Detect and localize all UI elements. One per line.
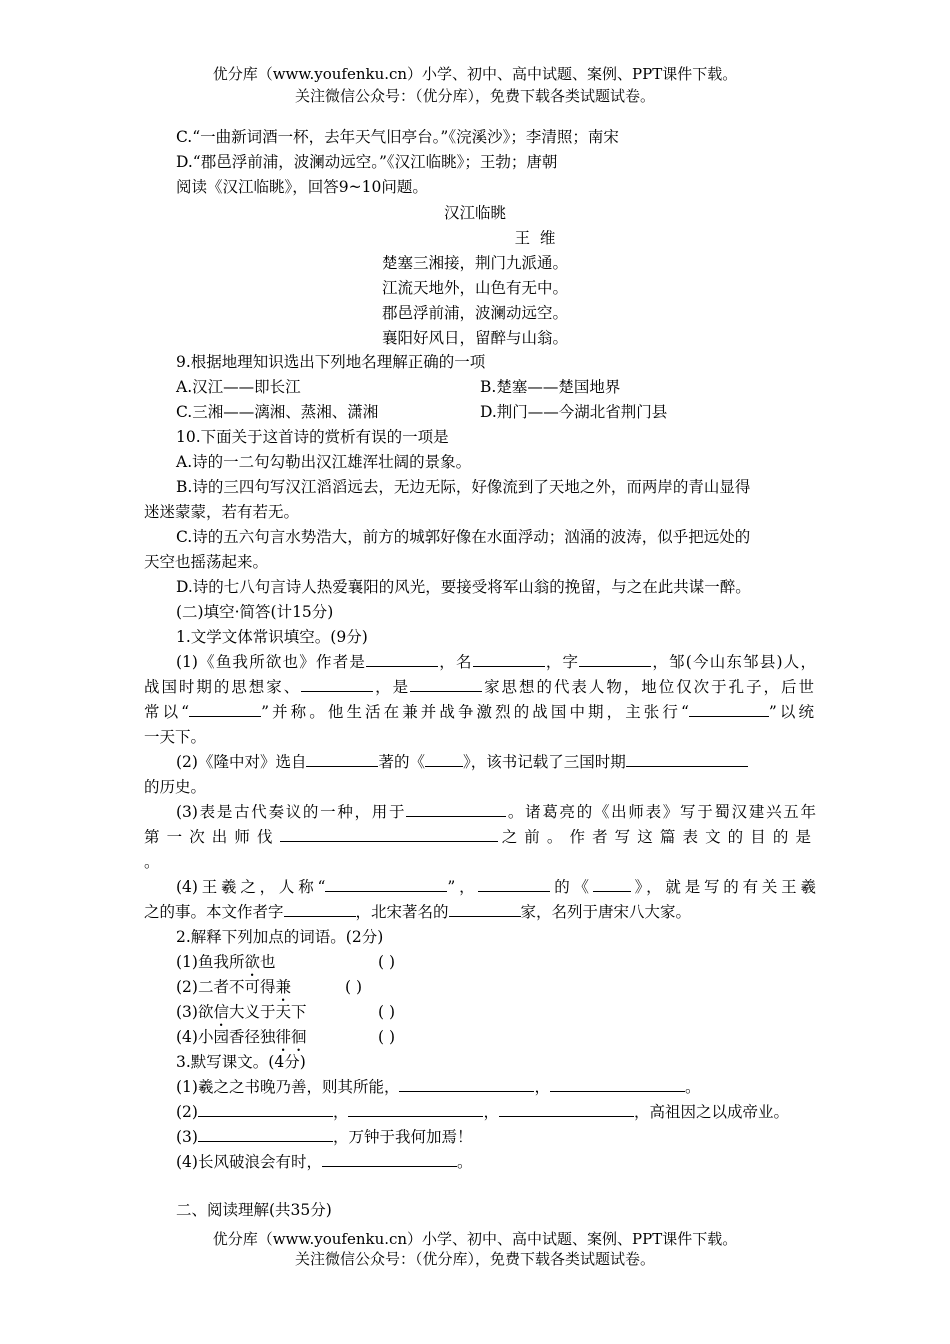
- p1-line-3: 常以“ ”并称。他生活在兼并战争激烈的战国中期，主张行“ ”以统: [144, 700, 814, 724]
- poem-author: 王 维: [514, 229, 556, 247]
- q3-item-2: (2) ， ， ，高祖因之以成帝业。: [176, 1100, 816, 1124]
- blank[interactable]: [198, 1125, 333, 1142]
- answer-paren[interactable]: ( ): [378, 1003, 396, 1021]
- footer-line-2: 关注微信公众号：（优分库），免费下载各类试题试卷。: [294, 1250, 655, 1268]
- blank[interactable]: [550, 1075, 685, 1092]
- q2-item-4: (4)小园香径独徘徊: [176, 1028, 307, 1046]
- q9-option-b: B.楚塞——楚国地界: [480, 378, 621, 396]
- poem-line-2: 江流天地外，山色有无中。: [381, 279, 568, 297]
- blank[interactable]: [284, 900, 356, 917]
- header-line-2: 关注微信公众号：（优分库），免费下载各类试题试卷。: [294, 87, 655, 105]
- poem-line-4: 襄阳好风日，留醉与山翁。: [381, 329, 568, 347]
- q10-option-a: A.诗的一二句勾勒出汉江雄浑壮阔的景象。: [176, 453, 472, 471]
- option-c-prev: C.“一曲新词酒一杯，去年天气旧亭台。”《浣溪沙》；李清照；南宋: [176, 128, 619, 146]
- q9-option-d: D.荆门——今湖北省荆门县: [480, 403, 668, 421]
- q3-title: 3.默写课文。(4分): [176, 1053, 306, 1071]
- blank[interactable]: [473, 650, 545, 667]
- blank[interactable]: [399, 1075, 534, 1092]
- dotted-word: 徘徊: [275, 1028, 307, 1046]
- answer-paren[interactable]: ( ): [378, 1028, 396, 1046]
- q2-item-2: (2)二者不可得兼: [176, 978, 291, 996]
- q10-option-c-line-1: C.诗的五六句言水势浩大，前方的城郭好像在水面浮动；汹涌的波涛，似乎把远处的: [176, 528, 751, 546]
- poem-line-3: 郡邑浮前浦，波澜动远空。: [381, 304, 568, 322]
- blank[interactable]: [280, 825, 498, 842]
- blank[interactable]: [198, 1100, 333, 1117]
- blank[interactable]: [306, 750, 378, 767]
- q1-title: 1.文学文体常识填空。(9分): [176, 628, 368, 646]
- blank[interactable]: [449, 900, 521, 917]
- dotted-word: 欲: [244, 953, 260, 971]
- answer-paren[interactable]: ( ): [378, 953, 396, 971]
- p2-line-2: 的历史。: [144, 778, 207, 796]
- q3-item-4: (4)长风破浪会有时， 。: [176, 1150, 816, 1174]
- q2-item-3: (3)欲信大义于天下: [176, 1003, 307, 1021]
- p3-line-2: 第一次出师伐 之前。作者写这篇表文的目的是: [144, 825, 814, 849]
- answer-paren[interactable]: ( ): [345, 978, 363, 996]
- blank[interactable]: [348, 1100, 483, 1117]
- p4-line-1: (4)王羲之，人称“ ”， 的《 》，就是写的有关王羲: [176, 875, 816, 899]
- blank[interactable]: [593, 875, 631, 892]
- q3-item-3: (3) ，万钟于我何加焉！: [176, 1125, 816, 1149]
- section-2-title: (二)填空·简答(计15分): [176, 603, 334, 621]
- q10-option-b-line-2: 迷迷蒙蒙，若有若无。: [144, 503, 300, 521]
- blank[interactable]: [626, 750, 748, 767]
- blank[interactable]: [579, 650, 651, 667]
- poem-line-1: 楚塞三湘接，荆门九派通。: [381, 254, 568, 272]
- dotted-word: 兼: [275, 978, 291, 996]
- q10-stem: 10.下面关于这首诗的赏析有误的一项是: [176, 428, 449, 446]
- header-line-1: 优分库（www.youfenku.cn）小学、初中、高中试题、案例、PPT课件下载。: [212, 65, 738, 83]
- blank[interactable]: [322, 1150, 457, 1167]
- p1-line-1: (1)《鱼我所欲也》作者是 ，名 ，字 ，邹(今山东邹县)人，: [176, 650, 816, 674]
- blank[interactable]: [366, 650, 438, 667]
- p3-line-3: 。: [144, 853, 160, 871]
- blank[interactable]: [478, 875, 550, 892]
- blank[interactable]: [325, 875, 447, 892]
- q3-item-1: (1)羲之之书晚乃善，则其所能， ， 。: [176, 1075, 816, 1099]
- blank[interactable]: [301, 675, 373, 692]
- q2-title: 2.解释下列加点的词语。(2分): [176, 928, 384, 946]
- blank[interactable]: [425, 750, 463, 767]
- q10-option-c-line-2: 天空也摇荡起来。: [144, 553, 269, 571]
- p1-line-2: 战国时期的思想家、 ，是 家思想的代表人物，地位仅次于孔子，后世: [144, 675, 814, 699]
- q9-stem: 9.根据地理知识选出下列地名理解正确的一项: [176, 353, 486, 371]
- poem-title: 汉江临眺: [443, 204, 506, 222]
- p2-line-1: (2)《隆中对》选自 著的《 》，该书记载了三国时期: [176, 750, 816, 774]
- blank[interactable]: [406, 800, 506, 817]
- blank[interactable]: [689, 700, 769, 717]
- reading-intro: 阅读《汉江临眺》，回答9~10问题。: [176, 178, 428, 196]
- q10-option-d: D.诗的七八句言诗人热爱襄阳的风光，要接受将军山翁的挽留，与之在此共谋一醉。: [176, 578, 751, 596]
- blank[interactable]: [189, 700, 261, 717]
- q10-option-b-line-1: B.诗的三四句写汉江滔滔远去，无边无际，好像流到了天地之外，而两岸的青山显得: [176, 478, 751, 496]
- option-d-prev: D.“郡邑浮前浦，波澜动远空。”《汉江临眺》；王勃；唐朝: [176, 153, 558, 171]
- dotted-word: 信: [213, 1003, 229, 1021]
- p1-line-4: 一天下。: [144, 728, 207, 746]
- blank[interactable]: [499, 1100, 634, 1117]
- p3-line-1: (3)表是古代奏议的一种，用于 。诸葛亮的《出师表》写于蜀汉建兴五年: [176, 800, 816, 824]
- q2-item-1: (1)鱼我所欲也: [176, 953, 276, 971]
- p4-line-2: 之的事。本文作者字 ，北宋著名的 家，名列于唐宋八大家。: [144, 900, 814, 924]
- footer-line-1: 优分库（www.youfenku.cn）小学、初中、高中试题、案例、PPT课件下载。: [212, 1230, 738, 1248]
- blank[interactable]: [410, 675, 482, 692]
- q9-option-a: A.汉江——即长江: [176, 378, 301, 396]
- q9-option-c: C.三湘——漓湘、蒸湘、潇湘: [176, 403, 379, 421]
- part-2-title: 二、阅读理解(共35分): [176, 1201, 332, 1219]
